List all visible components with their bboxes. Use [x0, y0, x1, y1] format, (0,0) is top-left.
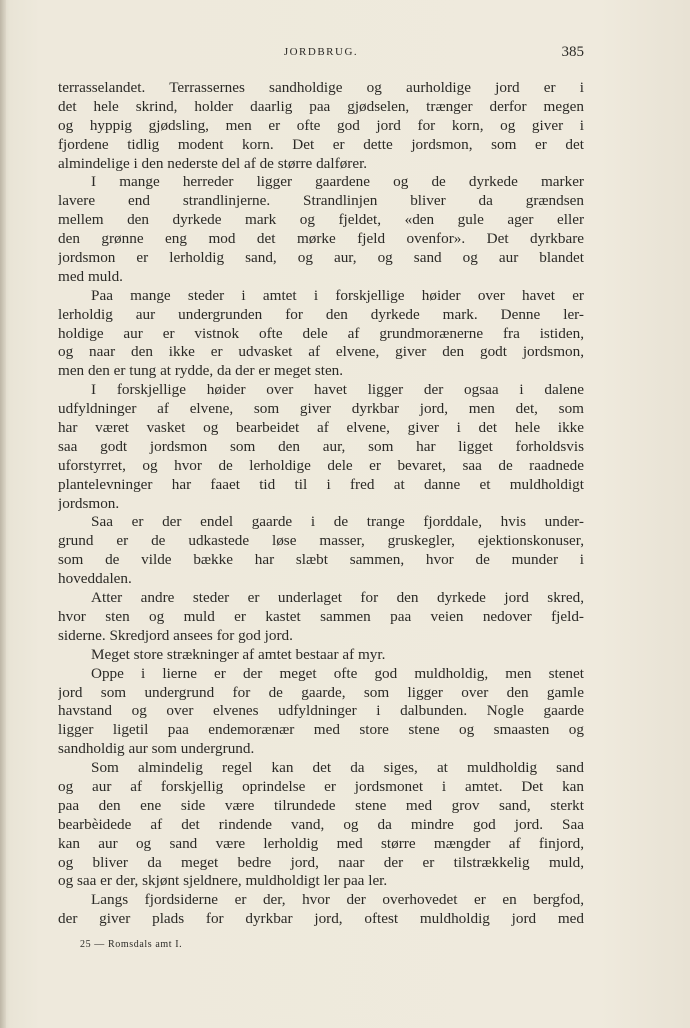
- text-line: jord som undergrund for de gaarde, som ligger over den gamle: [58, 683, 584, 701]
- text-line: Oppe i lierne er der meget ofte god muldholdig, men stenet: [91, 664, 584, 682]
- text-line: hvor sten og muld er kastet sammen paa veien nedover fjeld-: [58, 607, 584, 625]
- page-spine-edge: [0, 0, 6, 1028]
- text-line: holdige aur er vistnok ofte dele af grundmorænerne fra istiden,: [58, 324, 584, 342]
- text-line: Langs fjordsiderne er der, hvor der overhovedet er en bergfod,: [91, 891, 584, 909]
- text-line: uforstyrret, og hvor de lerholdige dele er bevaret, saa de raadnede: [58, 456, 584, 474]
- text-line: Meget store strækninger af amtet bestaar af myr.: [91, 645, 386, 663]
- text-line: den grønne eng mod det mørke fjeld ovenfor». Det dyrkbare: [58, 230, 584, 248]
- text-line: hoveddalen.: [58, 570, 132, 588]
- text-line: plantelevninger har faaet tid til i fred at danne et muldholdigt: [58, 475, 584, 493]
- text-line: havstand og over elvenes udfyldninger i dalbunden. Nogle gaarde: [58, 702, 584, 720]
- text-line: og bliver da meget bedre jord, naar der er tilstrækkelig muld,: [58, 853, 584, 871]
- text-line: mellem den dyrkede mark og fjeldet, «den gule ager eller: [58, 211, 584, 229]
- text-line: jordsmon er lerholdig sand, og aur, og sand og aur blandet: [58, 249, 584, 267]
- text-line: kan aur og sand være lerholdig med større mængder af finjord,: [58, 834, 584, 852]
- text-line: I mange herreder ligger gaardene og de dyrkede marker: [91, 173, 584, 191]
- text-line: med muld.: [58, 267, 123, 285]
- text-line: og saa er der, skjønt sjeldnere, muldholdigt ler paa ler.: [58, 872, 388, 890]
- text-line: jordsmon.: [58, 494, 120, 512]
- text-line: Som almindelig regel kan det da siges, at muldholdig sand: [91, 759, 584, 777]
- text-line: lavere end strandlinjerne. Strandlinjen bliver da grændsen: [58, 192, 584, 210]
- page-header: [58, 44, 584, 62]
- text-line: og aur af forskjellig oprindelse er jordsmonet i amtet. Det kan: [58, 777, 584, 795]
- running-head: JORDBRUG.: [283, 46, 359, 58]
- text-line: Saa er der endel gaarde i de trange fjorddale, hvis under-: [91, 513, 584, 531]
- text-line: Paa mange steder i amtet i forskjellige høider over havet er: [91, 286, 584, 304]
- page-number: 385: [561, 44, 584, 60]
- text-line: det hele skrind, holder daarlig paa gjødselen, trænger derfor megen: [58, 97, 584, 115]
- text-line: og naar den ikke er udvasket af elvene, giver den godt jordsmon,: [58, 343, 584, 361]
- text-line: grund er de udkastede løse masser, gruskegler, ejektionskonuser,: [58, 532, 584, 550]
- body-text: [58, 79, 584, 929]
- text-line: I forskjellige høider over havet ligger der ogsaa i dalene: [91, 381, 584, 399]
- text-line: men den er tung at rydde, da der er meget sten.: [58, 362, 344, 380]
- text-line: lerholdig aur undergrunden for den dyrkede mark. Denne ler-: [58, 305, 584, 323]
- text-line: ligger ligetil paa endemorænær med store stene og smaasten og: [58, 721, 584, 739]
- text-line: fjordene tidlig modent korn. Det er dette jordsmon, som er det: [58, 135, 584, 153]
- text-line: paa den ene side være tilrundede stene med grov sand, sterkt: [58, 796, 584, 814]
- text-line: siderne. Skredjord ansees for god jord.: [58, 626, 293, 644]
- text-line: har været vasket og bearbeidet af elvene, giver i det hele ikke: [58, 419, 584, 437]
- text-line: sandholdig aur som undergrund.: [58, 740, 255, 758]
- text-line: almindelige i den nederste del af de større dalfører.: [58, 154, 368, 172]
- signature-mark: 25 — Romsdals amt I.: [80, 939, 183, 950]
- text-line: som de vilde bække har slæbt sammen, hvor de munder i: [58, 551, 584, 569]
- text-line: saa godt jordsmon som den aur, som har ligget forholdsvis: [58, 437, 584, 455]
- text-line: udfyldninger af elvene, som giver dyrkbar jord, men det, som: [58, 400, 584, 418]
- text-line: Atter andre steder er underlaget for den dyrkede jord skred,: [91, 589, 584, 607]
- text-line: terrasselandet. Terrassernes sandholdige og aurholdige jord er i: [58, 79, 584, 96]
- text-line: og hyppig gjødsling, men er ofte god jord for korn, og giver i: [58, 116, 584, 134]
- text-line: der giver plads for dyrkbar jord, oftest muldholdig jord med: [58, 910, 584, 928]
- text-line: bearbèidede af det rindende vand, og da mindre god jord. Saa: [58, 815, 584, 833]
